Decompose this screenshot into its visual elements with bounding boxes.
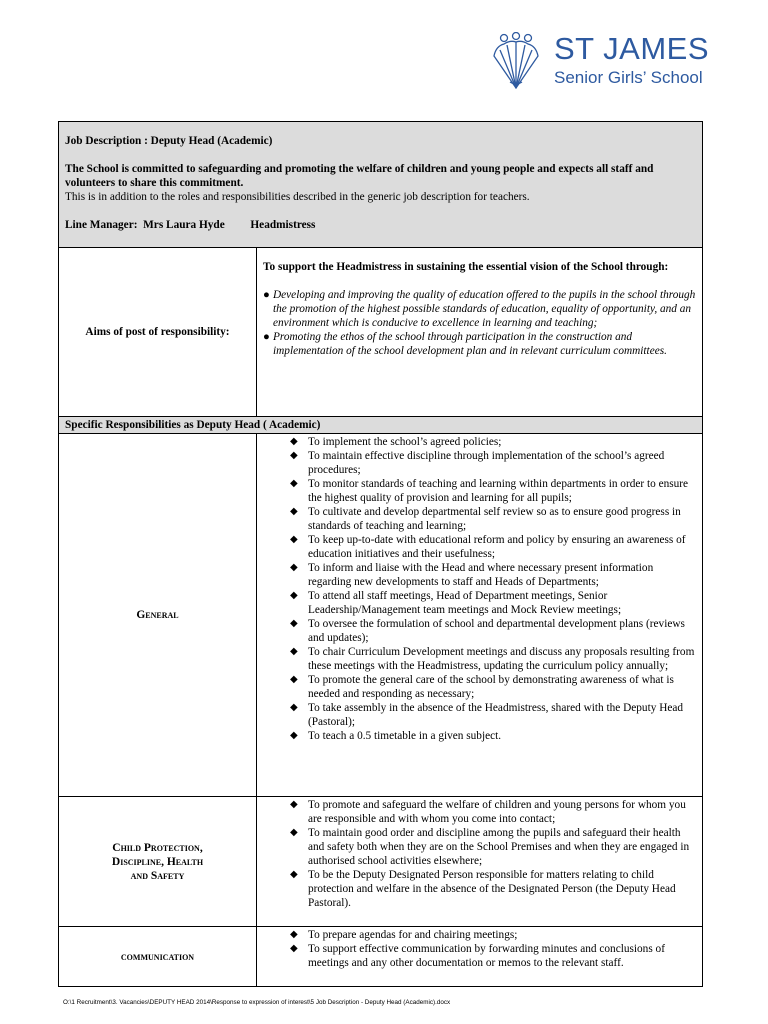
- list-item: ● Promoting the ethos of the school through participation in the construction and implementation of the school development plan and in relevant curriculum committees.: [263, 331, 667, 357]
- diamond-bullet-icon: ◆: [290, 436, 298, 447]
- aims-label-cell: [59, 248, 257, 417]
- aims-content-cell: [257, 248, 703, 417]
- line-manager: [65, 218, 696, 232]
- communication-row: [59, 927, 703, 987]
- child-protection-label-line1: Child Protection,: [112, 841, 203, 854]
- general-content-cell: [257, 434, 703, 797]
- list-item: ◆ To promote the general care of the school by demonstrating awareness of what is needed and responding as necessary;: [290, 674, 674, 700]
- list-item: ◆ To maintain effective discipline through implementation of the school’s agreed procedures;: [290, 450, 665, 476]
- specific-heading: Specific Responsibilities as Deputy Head ( Academic): [59, 417, 703, 434]
- aims-intro: To support the Headmistress in sustaining the essential vision of the School through:: [263, 261, 669, 273]
- diamond-bullet-icon: ◆: [290, 869, 298, 880]
- diamond-bullet-icon: ◆: [290, 730, 298, 741]
- list-item: ◆ To promote and safeguard the welfare of children and young persons for whom you are responsible and with whom you come into contact;: [290, 799, 686, 825]
- list-item: ● Developing and improving the quality of education offered to the pupils in the school through the promotion of the highest possible standards of education, equality of opportunity, and an environment which is conducive to excellence in learning and teaching;: [263, 289, 696, 329]
- list-item: ◆ To inform and liaise with the Head and where necessary present information regarding new developments to staff and Heads of Departments;: [290, 562, 654, 588]
- child-protection-label-cell: [59, 797, 257, 927]
- communication-label-cell: [59, 927, 257, 987]
- diamond-bullet-icon: ◆: [290, 506, 298, 517]
- list-item: ◆ To prepare agendas for and chairing meetings;: [290, 929, 518, 941]
- scallop-shell-icon: [490, 32, 542, 90]
- job-title: Job Description : Deputy Head (Academic): [65, 135, 273, 147]
- communication-content-cell: [257, 927, 703, 987]
- list-item: ◆ To attend all staff meetings, Head of Department meetings, Senior Leadership/Management team meetings and Mock Review meetings;: [290, 590, 622, 616]
- list-item: ◆ To monitor standards of teaching and learning within departments in order to ensure the highest quality of provision and learning for all pupils;: [290, 478, 689, 504]
- list-item: ◆ To oversee the formulation of school and departmental development plans (reviews and updates);: [290, 618, 685, 644]
- line-manager-name: Mrs Laura Hyde: [143, 219, 225, 231]
- header-row: [59, 122, 703, 248]
- list-item: ◆ To chair Curriculum Development meetings and discuss any proposals resulting from these meetings with the Headmistress, updating the curriculum policy annually;: [290, 646, 695, 672]
- aims-label: Aims of post of responsibility:: [85, 326, 230, 338]
- list-item: ◆ To support effective communication by forwarding minutes and conclusions of meetings and any other documentation or memos to the relevant staff.: [290, 943, 665, 969]
- diamond-bullet-icon: ◆: [290, 674, 298, 685]
- diamond-bullet-icon: ◆: [290, 534, 298, 545]
- child-protection-label-line3: and Safety: [130, 869, 185, 882]
- diamond-bullet-icon: ◆: [290, 590, 298, 601]
- diamond-bullet-icon: ◆: [290, 562, 298, 573]
- school-subtitle: Senior Girls’ School: [554, 68, 703, 87]
- diamond-bullet-icon: ◆: [290, 943, 298, 954]
- diamond-bullet-icon: ◆: [290, 618, 298, 629]
- line-manager-label: Line Manager:: [65, 219, 138, 231]
- diamond-bullet-icon: ◆: [290, 478, 298, 489]
- specific-heading-row: [59, 417, 703, 434]
- school-logo: [490, 32, 720, 92]
- communication-list: [263, 928, 696, 970]
- diamond-bullet-icon: ◆: [290, 929, 298, 940]
- diamond-bullet-icon: ◆: [290, 646, 298, 657]
- aims-list: [263, 288, 696, 358]
- generic-note: This is in addition to the roles and responsibilities described in the generic job description for teachers.: [65, 191, 530, 203]
- header-cell: [59, 122, 703, 248]
- diamond-bullet-icon: ◆: [290, 799, 298, 810]
- child-protection-row: [59, 797, 703, 927]
- child-protection-content-cell: [257, 797, 703, 927]
- bullet-icon: ●: [263, 331, 270, 343]
- job-description-table: [58, 121, 703, 987]
- general-label-cell: [59, 434, 257, 797]
- list-item: ◆ To keep up-to-date with educational reform and policy by ensuring an awareness of education initiatives and their usefulness;: [290, 534, 686, 560]
- communication-label: communication: [120, 950, 195, 963]
- list-item: ◆ To take assembly in the absence of the Headmistress, shared with the Deputy Head (Pastoral);: [290, 702, 684, 728]
- list-item: ◆ To cultivate and develop departmental self review so as to ensure good progress in standards of teaching and learning;: [290, 506, 681, 532]
- school-name: ST JAMES: [554, 31, 710, 66]
- general-label: General: [136, 609, 179, 621]
- list-item: ◆ To teach a 0.5 timetable in a given subject.: [290, 730, 502, 742]
- child-protection-list: [263, 798, 696, 910]
- diamond-bullet-icon: ◆: [290, 827, 298, 838]
- file-path-footer: O:\1 Recruitment\3. Vacancies\DEPUTY HEAD 2014\Response to expression of interest\5 Job Description - Deputy Head (Academic).docx: [63, 999, 451, 1006]
- bullet-icon: ●: [263, 289, 270, 301]
- list-item: ◆ To be the Deputy Designated Person responsible for matters relating to child protection and welfare in the absence of the Designated Person (the Deputy Head Pastoral).: [290, 869, 676, 909]
- line-manager-title: Headmistress: [250, 219, 316, 231]
- safeguarding-statement: The School is committed to safeguarding and promoting the welfare of children and young people and expects all staff and volunteers to share this commitment.: [65, 163, 654, 189]
- general-row: [59, 434, 703, 797]
- general-list: [263, 435, 696, 743]
- diamond-bullet-icon: ◆: [290, 450, 298, 461]
- diamond-bullet-icon: ◆: [290, 702, 298, 713]
- list-item: ◆ To maintain good order and discipline among the pupils and safeguard their health and safety both when they are on the School Premises and when they are engaged in authorised school activities elsewhere;: [290, 827, 690, 867]
- list-item: ◆ To implement the school’s agreed policies;: [290, 436, 502, 448]
- aims-row: [59, 248, 703, 417]
- child-protection-label-line2: Discipline, Health: [111, 855, 204, 868]
